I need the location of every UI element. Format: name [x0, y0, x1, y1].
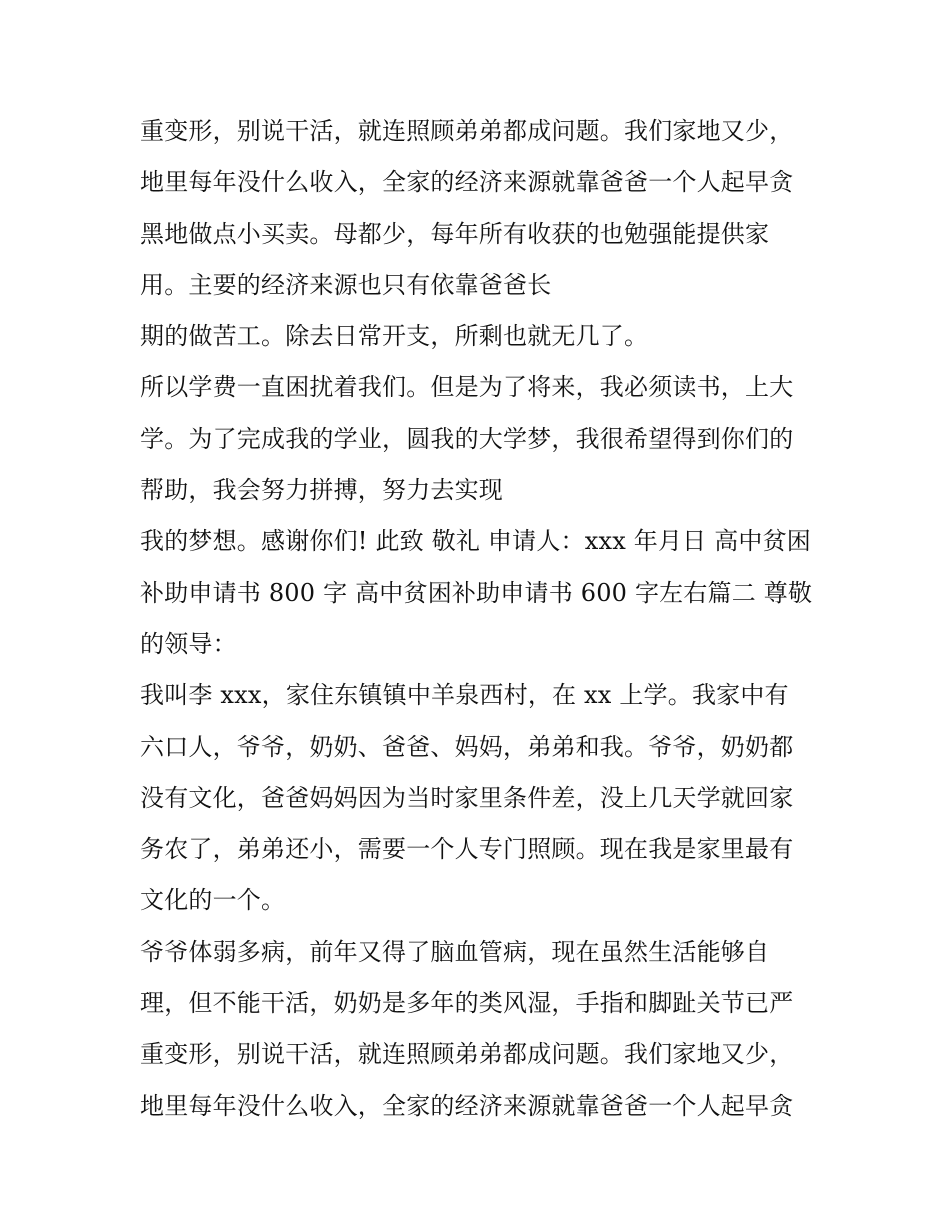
text-line: 没有文化，爸爸妈妈因为当时家里条件差，没上几天学就回家: [140, 783, 794, 812]
text-line: 地里每年没什么收入，全家的经济来源就靠爸爸一个人起早贪: [140, 1091, 794, 1120]
text-line: 补助申请书 800 字 高中贫困补助申请书 600 字左右篇二 尊敬: [140, 578, 813, 607]
body-text: [140, 106, 830, 1132]
text-line: 六口人，爷爷，奶奶、爸爸、妈妈，弟弟和我。爷爷，奶奶都: [140, 732, 794, 761]
text-line: 的领导：: [140, 629, 237, 658]
text-line: 用。主要的经济来源也只有依靠爸爸长: [140, 270, 552, 299]
text-line: 我的梦想。感谢你们! 此致 敬礼 申请人：xxx 年月日 高中贫困: [140, 527, 811, 556]
text-line: 重变形，别说干活，就连照顾弟弟都成问题。我们家地又少，: [140, 117, 794, 145]
text-line: 我叫李 xxx，家住东镇镇中羊泉西村，在 xx 上学。我家中有: [140, 681, 789, 710]
text-line: 地里每年没什么收入，全家的经济来源就靠爸爸一个人起早贪: [140, 168, 794, 197]
text-line: 学。为了完成我的学业，圆我的大学梦，我很希望得到你们的: [140, 424, 794, 453]
text-line: 爷爷体弱多病，前年又得了脑血管病，现在虽然生活能够自: [140, 937, 770, 966]
text-line: 期的做苦工。除去日常开支，所剩也就无几了。: [140, 322, 649, 351]
text-line: 黑地做点小买卖。母都少，每年所有收获的也勉强能提供家: [140, 219, 770, 248]
text-line: 文化的一个。: [140, 886, 286, 915]
text-line: 理，但不能干活，奶奶是多年的类风湿，手指和脚趾关节已严: [140, 989, 794, 1018]
text-line: 务农了，弟弟还小，需要一个人专门照顾。现在我是家里最有: [140, 835, 794, 864]
text-line: 所以学费一直困扰着我们。但是为了将来，我必须读书，上大: [140, 373, 794, 402]
text-line: 重变形，别说干活，就连照顾弟弟都成问题。我们家地又少，: [140, 1040, 794, 1069]
text-line: 帮助，我会努力拼搏，努力去实现: [140, 476, 503, 505]
